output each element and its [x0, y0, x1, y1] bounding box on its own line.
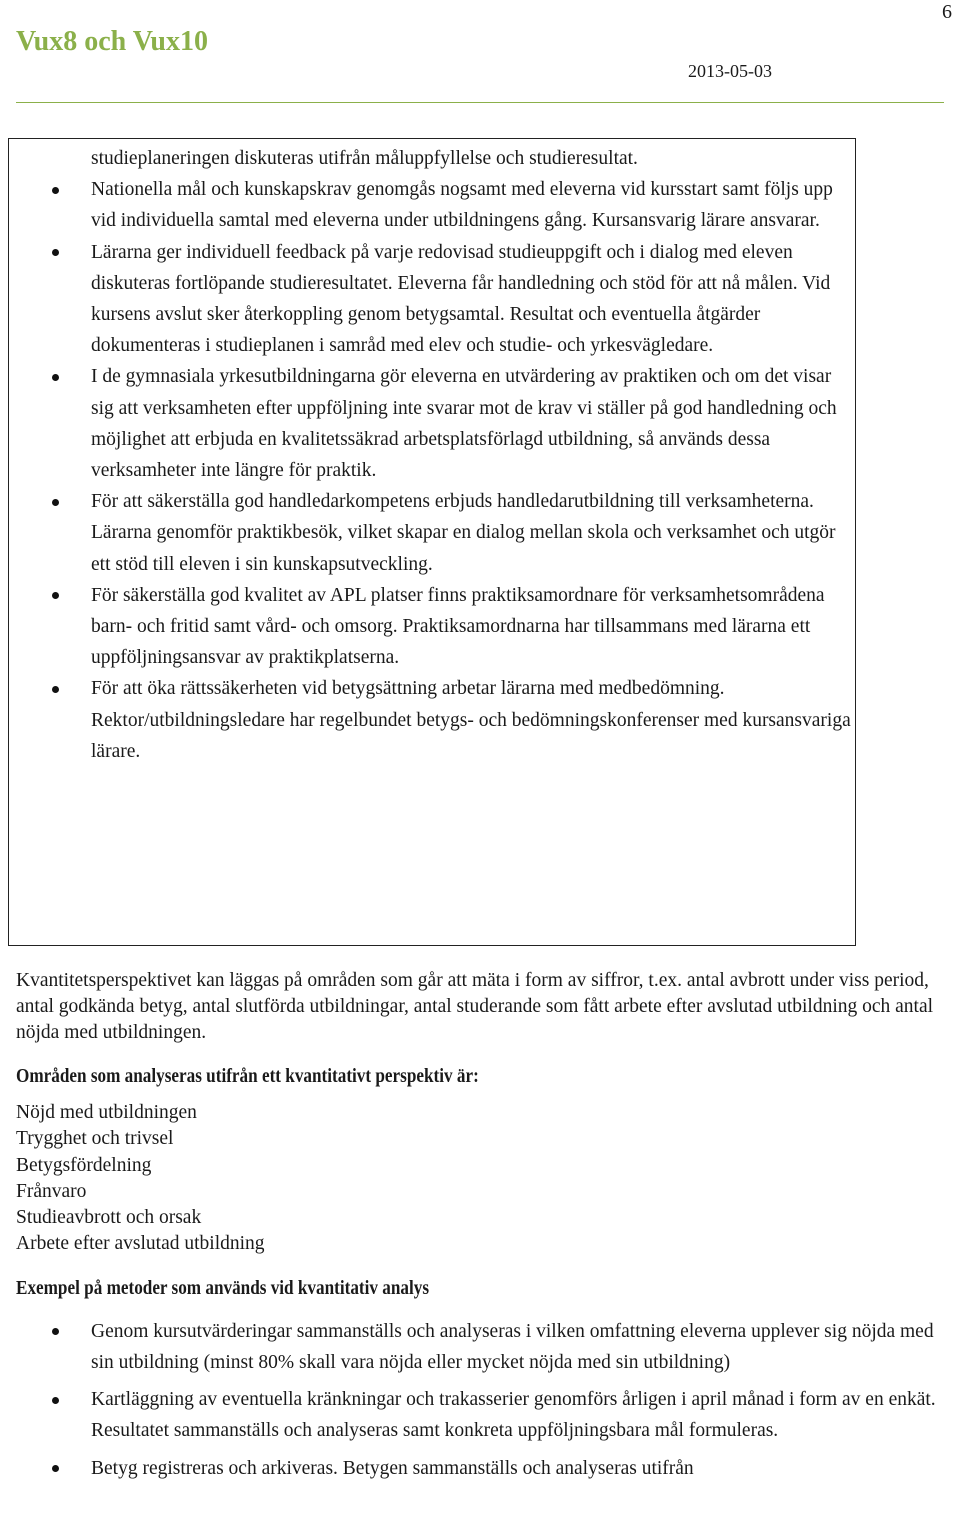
header-rule — [16, 102, 944, 103]
list-item-text: För att öka rättssäkerheten vid betygsättning arbetar lärarna med medbedömning. Rektor/utbildningsledare har regelbundet betygs- och bedömningskonferenser med kursansvariga lärare. — [91, 678, 851, 762]
list-item: Studieavbrott och orsak — [16, 1207, 202, 1229]
list-item-text: Betyg registreras och arkiveras. Betygen sammanställs och analyseras utifrån — [91, 1457, 694, 1479]
list-item — [0, 143, 860, 174]
list-item — [0, 1316, 946, 1378]
bullet-icon — [52, 1397, 59, 1404]
list-item-text: För att säkerställa god handledarkompetens erbjuds handledarutbildning till verksamheterna. Lärarna genomför praktikbesök, vilket skapar en dialog mellan skola och verksamhet och utgör ett stöd till eleven i sin kunskapsutveckling. — [91, 491, 836, 575]
list-item: Frånvaro — [16, 1180, 87, 1202]
list-item — [0, 580, 860, 674]
list-item-text: Kartläggning av eventuella kränkningar och trakasserier genomförs årligen i april månad i form av en enkät. Resultatet sammanställs och analyseras samt konkreta uppföljningsbara mål formuleras. — [91, 1389, 936, 1442]
list-item: Betygsfördelning — [16, 1154, 152, 1176]
list-item: Nöjd med utbildningen — [16, 1102, 197, 1123]
list-item: Arbete efter avslutad utbildning — [16, 1233, 265, 1255]
list-item: Trygghet och trivsel — [16, 1128, 174, 1150]
document-date: 2013-05-03 — [688, 61, 772, 81]
continuation-text: studieplaneringen diskuteras utifrån måluppfyllelse och studieresultat. — [91, 148, 638, 169]
bullet-icon — [52, 249, 59, 256]
document-title: Vux8 och Vux10 — [16, 26, 208, 57]
areas-list — [16, 1100, 946, 1258]
list-item-text: Lärarna ger individuell feedback på varje redovisad studieuppgift och i dialog med eleven diskuteras fortlöpande studieresultatet. Eleverna får handledning och stöd för att nå målen. Vid kursens avslut sker återkoppling genom betygsamtal. Resultat och eventuella åtgärder dokumenteras i studieplanen i samråd med elev och studie- och yrkesvägledare. — [91, 241, 831, 357]
list-item — [0, 237, 860, 362]
methods-bullet-list — [0, 1316, 946, 1484]
bullet-icon — [52, 374, 59, 381]
methods-heading: Exempel på metoder som används vid kvantitativ analys — [16, 1277, 430, 1299]
bullet-icon — [52, 1328, 59, 1335]
areas-heading: Områden som analyseras utifrån ett kvantitativt perspektiv är: — [16, 1066, 479, 1087]
box-content — [0, 143, 860, 767]
list-item — [0, 174, 860, 236]
list-item — [0, 673, 860, 767]
box-bullet-list — [0, 143, 860, 767]
bullet-icon — [52, 187, 59, 194]
list-item-text: För säkerställa god kvalitet av APL platser finns praktiksamordnare för verksamhetsområdena barn- och fritid samt vård- och omsorg. Praktiksamordnarna har tillsammans med lärarna ett uppföljningsansvar av praktikplatserna. — [91, 584, 825, 669]
bullet-icon — [52, 686, 59, 693]
list-item-text: Genom kursutvärderingar sammanställs och analyseras i vilken omfattning eleverna upplever sig nöjda med sin utbildning (minst 80% skall vara nöjda eller mycket nöjda med sin utbildning) — [91, 1320, 934, 1373]
bullet-icon — [52, 592, 59, 599]
page-number: 6 — [942, 1, 952, 23]
bullet-icon — [52, 499, 59, 506]
list-item — [0, 1453, 946, 1484]
lower-section — [16, 968, 946, 1490]
list-item — [0, 486, 860, 580]
list-item — [0, 361, 860, 486]
list-item-text: I de gymnasiala yrkesutbildningarna gör eleverna en utvärdering av praktiken och om det visar sig att verksamheten efter uppföljning inte svarar mot de krav vi ställer på god handledning och möjlighet att erbjuda en kvalitetssäkrad arbetsplatsförlagd utbildning, så används dessa verksamheter inte längre för praktik. — [91, 366, 837, 482]
intro-paragraph: Kvantitetsperspektivet kan läggas på områden som går att mäta i form av siffror, t.ex. antal avbrott under viss period, antal godkända betyg, antal slutförda utbildningar, antal studerande som fått arbete efter avslutad utbildning och antal nöjda med utbildningen. — [16, 970, 934, 1043]
list-item-text: Nationella mål och kunskapskrav genomgås nogsamt med eleverna vid kursstart samt följs upp vid individuella samtal med eleverna under utbildningens gång. Kursansvarig lärare ansvarar. — [91, 179, 833, 232]
list-item — [0, 1384, 946, 1446]
bullet-icon — [52, 1465, 59, 1472]
